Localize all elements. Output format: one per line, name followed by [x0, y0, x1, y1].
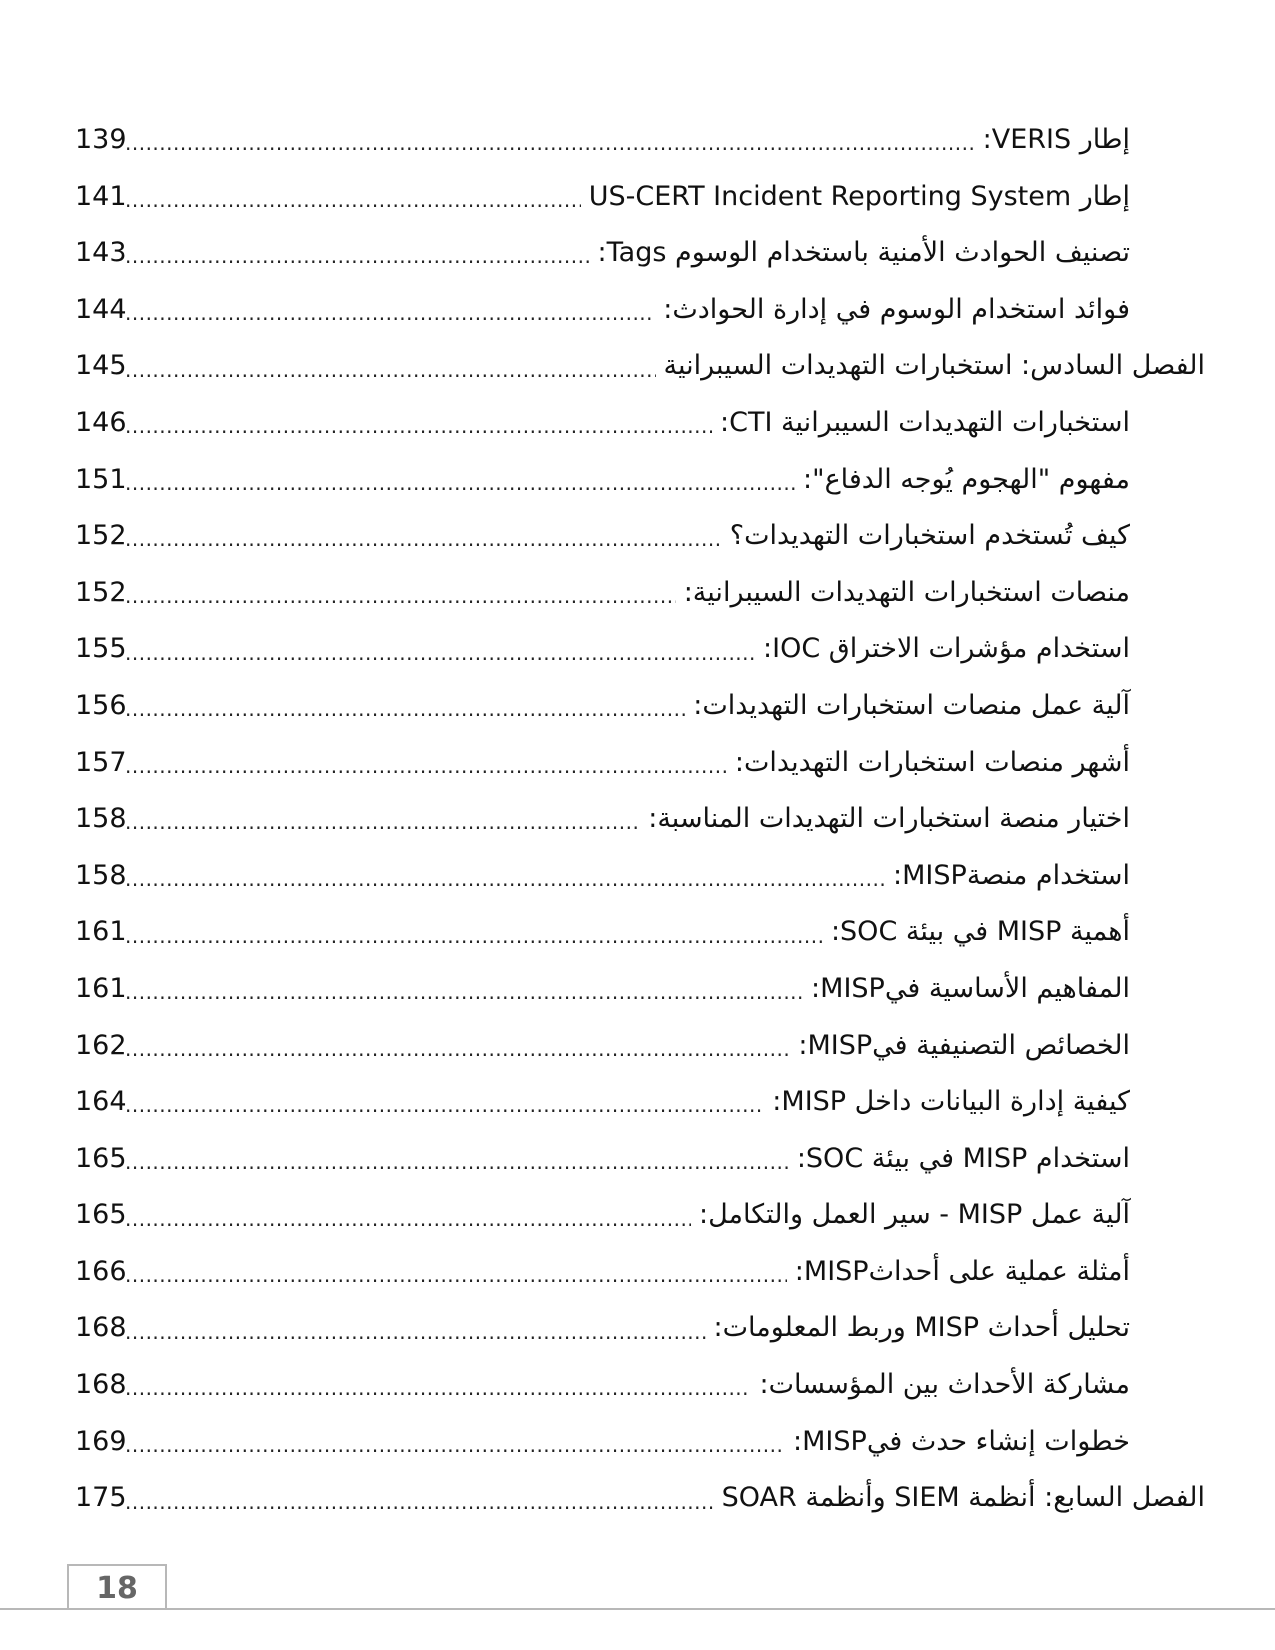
- toc-dot-leader: [125, 809, 640, 829]
- toc-dot-leader: [125, 1319, 706, 1339]
- toc-entry[interactable]: [75, 1357, 1205, 1414]
- table-of-contents: [75, 112, 1205, 1527]
- toc-page-number: 155: [75, 633, 127, 665]
- toc-chapter-entry[interactable]: [75, 1470, 1205, 1527]
- toc-page-number: 141: [75, 180, 127, 212]
- toc-entry[interactable]: [75, 395, 1205, 452]
- toc-entry-title: الفصل السادس: استخبارات التهديدات السيبرانية: [663, 350, 1205, 382]
- toc-entry[interactable]: [75, 1074, 1205, 1131]
- toc-page-number: 157: [75, 746, 127, 778]
- toc-dot-leader: [125, 130, 975, 150]
- toc-page-number: 169: [75, 1425, 127, 1457]
- toc-page-number: 164: [75, 1086, 127, 1118]
- toc-entry-title: استخدام منصةMISP:: [893, 859, 1130, 891]
- toc-entry-title: استخدام مؤشرات الاختراق IOC:: [763, 633, 1130, 665]
- toc-entry[interactable]: [75, 1244, 1205, 1301]
- toc-entry-title: استخدام MISP في بيئة SOC:: [796, 1142, 1130, 1174]
- toc-entry-title: خطوات إنشاء حدث فيMISP:: [793, 1425, 1130, 1457]
- toc-page-number: 165: [75, 1142, 127, 1174]
- toc-page-number: 139: [75, 124, 127, 155]
- toc-entry-title: أشهر منصات استخبارات التهديدات:: [734, 746, 1130, 778]
- toc-dot-leader: [125, 640, 755, 660]
- toc-dot-leader: [125, 1375, 751, 1395]
- toc-page-number: 145: [75, 350, 127, 382]
- toc-entry-title: استخبارات التهديدات السيبرانية CTI:: [720, 406, 1130, 438]
- toc-page-number: 175: [75, 1482, 127, 1514]
- toc-page-number: 165: [75, 1199, 127, 1231]
- toc-entry-title: اختيار منصة استخبارات التهديدات المناسبة:: [648, 803, 1130, 835]
- toc-page-number: 146: [75, 406, 127, 438]
- toc-entry-title: أمثلة عملية على أحداثMISP:: [794, 1255, 1130, 1287]
- toc-entry-title: كيف تُستخدم استخبارات التهديدات؟: [729, 520, 1130, 552]
- toc-page-number: 144: [75, 293, 127, 325]
- toc-page-number: 168: [75, 1369, 127, 1401]
- toc-dot-leader: [125, 1489, 714, 1509]
- toc-dot-leader: [125, 187, 581, 207]
- toc-dot-leader: [125, 583, 676, 603]
- toc-page-number: 152: [75, 520, 127, 552]
- toc-dot-leader: [125, 1432, 785, 1452]
- toc-dot-leader: [125, 696, 685, 716]
- toc-dot-leader: [125, 470, 795, 490]
- toc-entry-title: إطار VERIS:: [982, 124, 1130, 155]
- toc-entry-title: تحليل أحداث MISP وربط المعلومات:: [713, 1312, 1130, 1344]
- toc-entry-title: مفهوم "الهجوم يُوجه الدفاع":: [803, 463, 1130, 495]
- toc-dot-leader: [125, 1149, 789, 1169]
- toc-dot-leader: [125, 1206, 691, 1226]
- toc-page-number: 158: [75, 803, 127, 835]
- toc-entry-title: آلية عمل منصات استخبارات التهديدات:: [693, 689, 1130, 721]
- toc-entry-title: تصنيف الحوادث الأمنية باستخدام الوسوم Tags:: [597, 237, 1130, 269]
- toc-page-number: 152: [75, 576, 127, 608]
- toc-entry[interactable]: [75, 621, 1205, 678]
- toc-dot-leader: [125, 357, 656, 377]
- toc-entry[interactable]: [75, 452, 1205, 509]
- toc-dot-leader: [125, 243, 590, 263]
- toc-dot-leader: [125, 300, 655, 320]
- page-number: 18: [67, 1564, 167, 1608]
- toc-entry-title: إطار US-CERT Incident Reporting System: [588, 180, 1130, 212]
- toc-dot-leader: [125, 1092, 764, 1112]
- toc-entry-title: مشاركة الأحداث بين المؤسسات:: [759, 1369, 1130, 1401]
- toc-entry-title: الفصل السابع: أنظمة SIEM وأنظمة SOAR: [721, 1482, 1205, 1514]
- toc-page-number: 158: [75, 859, 127, 891]
- toc-page-number: 166: [75, 1255, 127, 1287]
- toc-entry[interactable]: [75, 1414, 1205, 1471]
- toc-entry[interactable]: [75, 169, 1205, 226]
- toc-entry-title: منصات استخبارات التهديدات السيبرانية:: [683, 576, 1130, 608]
- toc-entry[interactable]: [75, 112, 1205, 169]
- toc-page-number: 156: [75, 689, 127, 721]
- toc-entry[interactable]: [75, 1018, 1205, 1075]
- toc-entry-title: فوائد استخدام الوسوم في إدارة الحوادث:: [663, 293, 1130, 325]
- toc-entry[interactable]: [75, 735, 1205, 792]
- toc-entry[interactable]: [75, 225, 1205, 282]
- toc-entry[interactable]: [75, 508, 1205, 565]
- toc-dot-leader: [125, 979, 803, 999]
- toc-entry[interactable]: [75, 848, 1205, 905]
- toc-page-number: 161: [75, 972, 127, 1004]
- toc-chapter-entry[interactable]: [75, 338, 1205, 395]
- toc-entry-title: آلية عمل MISP - سير العمل والتكامل:: [699, 1199, 1130, 1231]
- toc-entry[interactable]: [75, 678, 1205, 735]
- toc-dot-leader: [125, 413, 712, 433]
- toc-entry[interactable]: [75, 1131, 1205, 1188]
- toc-dot-leader: [125, 866, 885, 886]
- toc-entry-title: المفاهيم الأساسية فيMISP:: [811, 972, 1130, 1004]
- toc-entry[interactable]: [75, 961, 1205, 1018]
- toc-entry[interactable]: [75, 1300, 1205, 1357]
- toc-page-number: 151: [75, 463, 127, 495]
- toc-dot-leader: [125, 1036, 790, 1056]
- toc-dot-leader: [125, 923, 823, 943]
- footer-rule: [0, 1608, 1275, 1610]
- toc-page-number: 143: [75, 237, 127, 269]
- toc-entry-title: كيفية إدارة البيانات داخل MISP:: [772, 1086, 1130, 1118]
- toc-dot-leader: [125, 753, 727, 773]
- toc-page-number: 162: [75, 1029, 127, 1061]
- toc-page-number: 161: [75, 916, 127, 948]
- toc-dot-leader: [125, 1262, 787, 1282]
- toc-entry[interactable]: [75, 1187, 1205, 1244]
- toc-entry-title: أهمية MISP في بيئة SOC:: [830, 916, 1130, 948]
- toc-page-number: 168: [75, 1312, 127, 1344]
- toc-entry[interactable]: [75, 904, 1205, 961]
- toc-entry[interactable]: [75, 282, 1205, 339]
- toc-entry[interactable]: [75, 791, 1205, 848]
- toc-entry-title: الخصائص التصنيفية فيMISP:: [798, 1029, 1130, 1061]
- toc-entry[interactable]: [75, 565, 1205, 622]
- toc-dot-leader: [125, 526, 722, 546]
